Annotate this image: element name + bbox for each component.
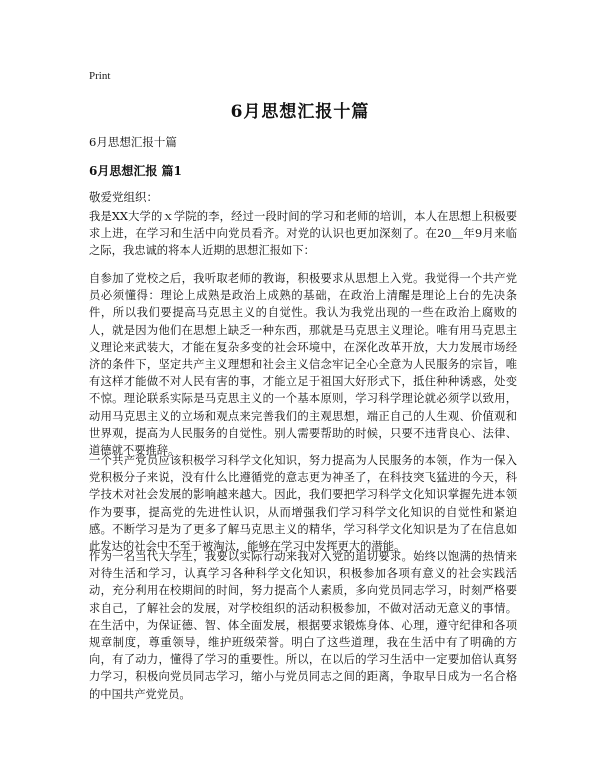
section-heading: 6月思想汇报 篇1	[89, 164, 182, 178]
paragraph-2: 自参加了党校之后，我听取老师的教诲，积极要求从思想上入党。我觉得一个共产党员必须懂得：理论上成熟是政治上成熟的基础，在政治上清醒是理论上台的先决条件，所以我们要提高马克思主义的自觉性。我认为我党出现的一些在政治上腐败的人，就是因为他们在思想上缺乏一种东西，那就是马克思主义理论。唯有用马克思主义理论来武装大，才能在复杂多变的社会环境中，在深化改革开放，大力发展市场经济的条件下，坚定共产主义理想和社会主义信念牢记全心全意为人民服务的宗旨，唯有这样才能做不对人民有害的事，才能立足于祖国大好形式下，抵住种种诱惑，处变不惊。理论联系实际是马克思主义的一个基本原则，学习科学理论就必须学以致用，动用马克思主义的立场和观点来完善我们的主观思想，端正自己的人生观、价值观和世界观，提高为人民服务的自觉性。别人需要帮助的时候，只要不违背良心、法律、道德就不要推辞。	[89, 272, 517, 458]
paragraph-1: 我是XX大学的ｘ学院的李，经过一段时间的学习和老师的培训，本人在思想上积极要求上进，在学习和生活中向党员看齐。对党的认识也更加深刻了。在20＿年9月来临之际，我忠诚的将本人近期的思想汇报如下：	[89, 210, 517, 258]
paragraph-3: 一个共产党员应该积极学习科学文化知识，努力提高为人民服务的本领，作为一保入党积极分子来说，没有什么比遵循党的意志更为神圣了，在科技突飞猛进的今天，科学技术对社会发展的影响越来越大。因此，我们要把学习科学文化知识掌握先进本领作为要事，提高党的先进性认识，从而增强我们学习科学文化知识的自觉性和紧迫感。不断学习是为了更多了解马克思主义的精华，学习科学文化知识是为了在信息如此发达的社会中不至于被淘汰，能够在学习中发挥更大的潜能。	[89, 454, 517, 554]
print-label: Print	[89, 70, 111, 82]
document-subtitle: 6月思想汇报十篇	[89, 135, 177, 149]
salutation: 敬爱党组织：	[89, 190, 158, 204]
document-title: 6月思想汇报十篇	[230, 102, 370, 122]
paragraph-4: 作为一名当代大学生，我要以实际行动来我对入党的追切要求。始终以饱满的热情来对待生活和学习，认真学习各种科学文化知识，积极参加各项有意义的社会实践活动，充分利用在校期间的时间，努力提高个人素质，多向党员同志学习，时刻严格要求自己，了解社会的发展，对学校组织的活动积极参加，不做对活动无意义的事情。在生活中，为保证德、智、体全面发展，根据要求锻炼身体、心理，遵守纪律和各项规章制度，尊重领导，维护班级荣誉。明白了这些道理，我在生活中有了明确的方向，有了动力，懂得了学习的重要性。所以，在以后的学习生活中一定要加倍认真努力学习，积极向党员同志学习，缩小与党员同志之间的距离，争取早日成为一名合格的中国共产党党员。	[89, 550, 517, 701]
